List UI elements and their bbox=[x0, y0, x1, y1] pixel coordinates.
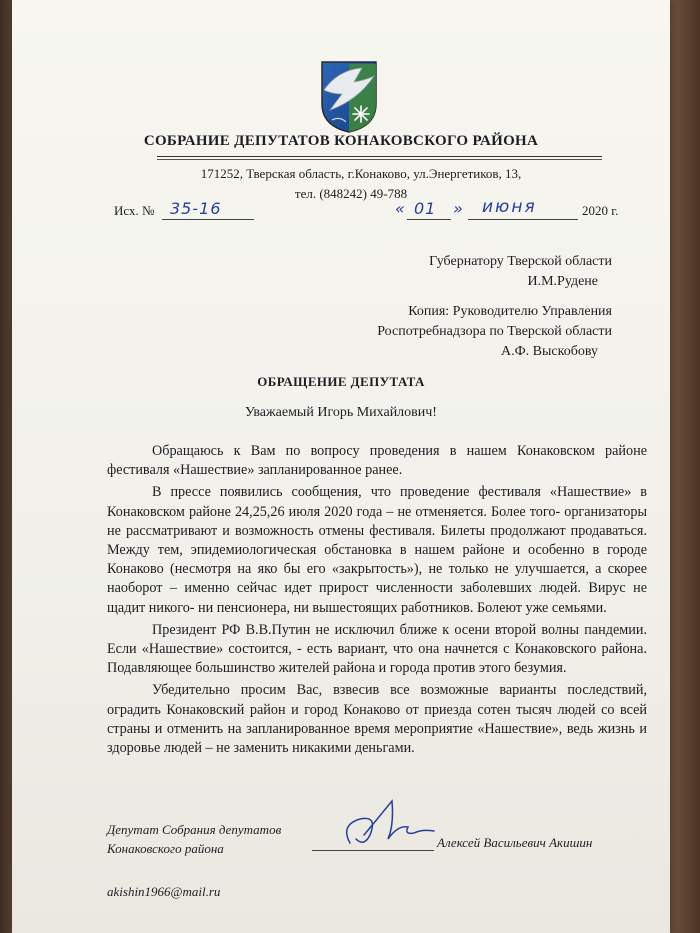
copy-recipient-line: Копия: Руководителю Управления bbox=[408, 304, 612, 319]
address-line: 171252, Тверская область, г.Конаково, ул.Энергетиков, 13, bbox=[200, 166, 522, 181]
header-rule-double bbox=[157, 159, 602, 160]
date-open-quote: « bbox=[395, 199, 406, 218]
body-paragraph: Президент РФ В.В.Путин не исключил ближе к осени второй волны пандемии. Если «Нашествие» состоится, - есть вариант, что она начнется с Конаковского района. Подавляющее большинство жителей района и города против этого безумия. bbox=[107, 621, 647, 677]
ref-number-label: Исх. № bbox=[114, 203, 155, 218]
signer-position-line1: Депутат Собрания депутатов bbox=[107, 822, 282, 837]
organization-title: СОБРАНИЕ ДЕПУТАТОВ КОНАКОВСКОГО РАЙОНА bbox=[143, 133, 539, 149]
phone-line: тел. (848242) 49-788 bbox=[294, 186, 408, 201]
copy-recipient-org: Роспотребнадзора по Тверской области bbox=[377, 324, 612, 339]
date-close-quote: » bbox=[453, 199, 464, 218]
date-year: 2020 г. bbox=[582, 203, 619, 218]
coat-of-arms-icon bbox=[318, 60, 380, 134]
ref-number-underline bbox=[162, 219, 254, 220]
body-paragraph: В прессе появились сообщения, что проведение фестиваля «Нашествие» в Конаковском районе 24,25,26 июля 2020 года – не отменяется. Более того- организаторы не рассматривают и возможность отмены фестиваля. Билеты продолжают продаваться. Между тем, эпидемиологическая обстановка в нашем районе и особенно в городе Конаково (несмотря на яко бы его «закрытость»), не только не улучшается, а скорее наоборот – именно сейчас идет прирост численности заболевших людей. Вирус не щадит никого- ни пенсионера, ни вышестоящих работников. Болеют уже семьями. bbox=[107, 484, 647, 616]
body-paragraph: Убедительно просим Вас, взвесив все возможные варианты последствий, оградить Конаковский район и город Конаково от приезда сотен тысяч людей со всей страны и отменить на запланированное время мероприятие «Нашествие», ведь жизнь и здоровье людей – не заменить никакими деньгами. bbox=[107, 682, 647, 757]
ref-number-handwritten: 35-16 bbox=[170, 199, 222, 218]
copy-recipient-name: А.Ф. Выскобову bbox=[501, 344, 598, 359]
letter-heading: ОБРАЩЕНИЕ ДЕПУТАТА bbox=[257, 374, 425, 389]
handwritten-signature bbox=[330, 795, 440, 855]
letter-body bbox=[107, 442, 647, 761]
letter-sheet bbox=[12, 0, 670, 933]
header-rule bbox=[157, 156, 602, 157]
signer-name: Алексей Васильевич Акишин bbox=[437, 835, 593, 850]
recipient-name: И.М.Рудене bbox=[527, 274, 598, 289]
signer-position-line2: Конаковского района bbox=[107, 841, 224, 856]
date-month-handwritten: июня bbox=[482, 197, 537, 217]
body-paragraph: Обращаюсь к Вам по вопросу проведения в нашем Конаковском районе фестиваля «Нашествие» запланированное ранее. bbox=[107, 443, 647, 479]
date-day-handwritten: 01 bbox=[414, 199, 437, 218]
month-underline bbox=[468, 219, 578, 220]
salutation: Уважаемый Игорь Михайлович! bbox=[245, 405, 437, 420]
signer-position bbox=[107, 820, 281, 858]
recipient-line: Губернатору Тверской области bbox=[429, 254, 612, 269]
contact-email: akishin1966@mail.ru bbox=[107, 884, 221, 899]
day-underline bbox=[407, 219, 451, 220]
